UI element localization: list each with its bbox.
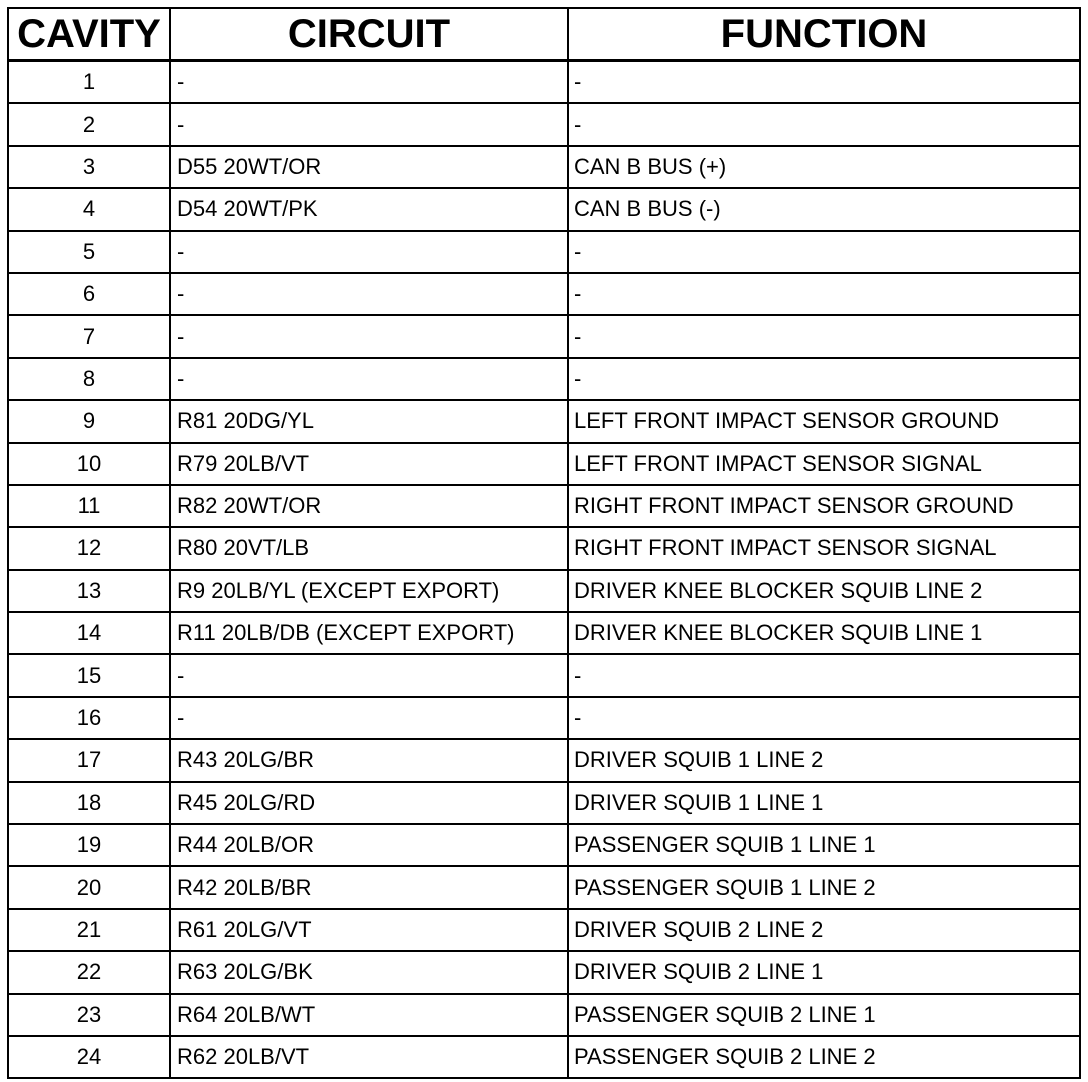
circuit-cell: R44 20LB/OR (170, 824, 568, 866)
cavity-cell: 17 (8, 739, 170, 781)
circuit-cell: R9 20LB/YL (EXCEPT EXPORT) (170, 570, 568, 612)
function-cell: DRIVER KNEE BLOCKER SQUIB LINE 2 (568, 570, 1080, 612)
table-row (8, 654, 1080, 696)
circuit-cell: - (170, 61, 568, 104)
circuit-cell: - (170, 358, 568, 400)
cavity-cell: 11 (8, 485, 170, 527)
circuit-cell: - (170, 654, 568, 696)
function-cell: CAN B BUS (+) (568, 146, 1080, 188)
cavity-cell: 24 (8, 1036, 170, 1078)
cavity-cell: 5 (8, 231, 170, 273)
cavity-cell: 21 (8, 909, 170, 951)
cavity-cell: 10 (8, 443, 170, 485)
function-cell: LEFT FRONT IMPACT SENSOR SIGNAL (568, 443, 1080, 485)
circuit-cell: D54 20WT/PK (170, 188, 568, 230)
function-cell: - (568, 315, 1080, 357)
cavity-cell: 16 (8, 697, 170, 739)
circuit-cell: R80 20VT/LB (170, 527, 568, 569)
function-cell: CAN B BUS (-) (568, 188, 1080, 230)
cavity-cell: 18 (8, 782, 170, 824)
cavity-cell: 4 (8, 188, 170, 230)
cavity-cell: 13 (8, 570, 170, 612)
circuit-cell: R43 20LG/BR (170, 739, 568, 781)
table-row (8, 273, 1080, 315)
function-cell: LEFT FRONT IMPACT SENSOR GROUND (568, 400, 1080, 442)
cavity-cell: 3 (8, 146, 170, 188)
function-cell: - (568, 103, 1080, 145)
function-cell: RIGHT FRONT IMPACT SENSOR GROUND (568, 485, 1080, 527)
table-row (8, 951, 1080, 993)
header-circuit: CIRCUIT (170, 8, 568, 61)
function-cell: PASSENGER SQUIB 2 LINE 1 (568, 994, 1080, 1036)
table-body (8, 61, 1080, 1079)
table-row (8, 866, 1080, 908)
circuit-cell: D55 20WT/OR (170, 146, 568, 188)
function-cell: RIGHT FRONT IMPACT SENSOR SIGNAL (568, 527, 1080, 569)
table-row (8, 527, 1080, 569)
table-row (8, 400, 1080, 442)
cavity-cell: 15 (8, 654, 170, 696)
table-row (8, 315, 1080, 357)
circuit-cell: R62 20LB/VT (170, 1036, 568, 1078)
cavity-cell: 1 (8, 61, 170, 104)
connector-pinout-table (7, 7, 1081, 1079)
circuit-cell: - (170, 315, 568, 357)
circuit-cell: - (170, 273, 568, 315)
table-row (8, 231, 1080, 273)
header-row (8, 8, 1080, 61)
table-row (8, 909, 1080, 951)
function-cell: DRIVER SQUIB 2 LINE 1 (568, 951, 1080, 993)
function-cell: - (568, 273, 1080, 315)
function-cell: PASSENGER SQUIB 1 LINE 1 (568, 824, 1080, 866)
cavity-cell: 23 (8, 994, 170, 1036)
cavity-cell: 14 (8, 612, 170, 654)
cavity-cell: 6 (8, 273, 170, 315)
table-row (8, 61, 1080, 104)
circuit-cell: R63 20LG/BK (170, 951, 568, 993)
cavity-cell: 19 (8, 824, 170, 866)
table-header (8, 8, 1080, 61)
cavity-cell: 7 (8, 315, 170, 357)
table-row (8, 739, 1080, 781)
circuit-cell: R79 20LB/VT (170, 443, 568, 485)
cavity-cell: 20 (8, 866, 170, 908)
circuit-cell: R81 20DG/YL (170, 400, 568, 442)
table-row (8, 824, 1080, 866)
function-cell: - (568, 358, 1080, 400)
function-cell: - (568, 654, 1080, 696)
circuit-cell: R61 20LG/VT (170, 909, 568, 951)
function-cell: DRIVER SQUIB 2 LINE 2 (568, 909, 1080, 951)
circuit-cell: R11 20LB/DB (EXCEPT EXPORT) (170, 612, 568, 654)
function-cell: PASSENGER SQUIB 1 LINE 2 (568, 866, 1080, 908)
cavity-cell: 2 (8, 103, 170, 145)
table-row (8, 443, 1080, 485)
table-row (8, 612, 1080, 654)
table-row (8, 485, 1080, 527)
circuit-cell: R82 20WT/OR (170, 485, 568, 527)
table-row (8, 570, 1080, 612)
circuit-cell: R42 20LB/BR (170, 866, 568, 908)
function-cell: DRIVER SQUIB 1 LINE 2 (568, 739, 1080, 781)
table-row (8, 1036, 1080, 1078)
function-cell: - (568, 231, 1080, 273)
table-row (8, 358, 1080, 400)
function-cell: DRIVER KNEE BLOCKER SQUIB LINE 1 (568, 612, 1080, 654)
circuit-cell: - (170, 103, 568, 145)
cavity-cell: 22 (8, 951, 170, 993)
table-row (8, 994, 1080, 1036)
header-function: FUNCTION (568, 8, 1080, 61)
cavity-cell: 12 (8, 527, 170, 569)
header-cavity: CAVITY (8, 8, 170, 61)
circuit-cell: R64 20LB/WT (170, 994, 568, 1036)
circuit-cell: R45 20LG/RD (170, 782, 568, 824)
table-row (8, 697, 1080, 739)
function-cell: PASSENGER SQUIB 2 LINE 2 (568, 1036, 1080, 1078)
table-row (8, 146, 1080, 188)
circuit-cell: - (170, 697, 568, 739)
table-row (8, 782, 1080, 824)
table-row (8, 188, 1080, 230)
cavity-cell: 9 (8, 400, 170, 442)
circuit-cell: - (170, 231, 568, 273)
table-row (8, 103, 1080, 145)
function-cell: - (568, 61, 1080, 104)
cavity-cell: 8 (8, 358, 170, 400)
function-cell: DRIVER SQUIB 1 LINE 1 (568, 782, 1080, 824)
function-cell: - (568, 697, 1080, 739)
